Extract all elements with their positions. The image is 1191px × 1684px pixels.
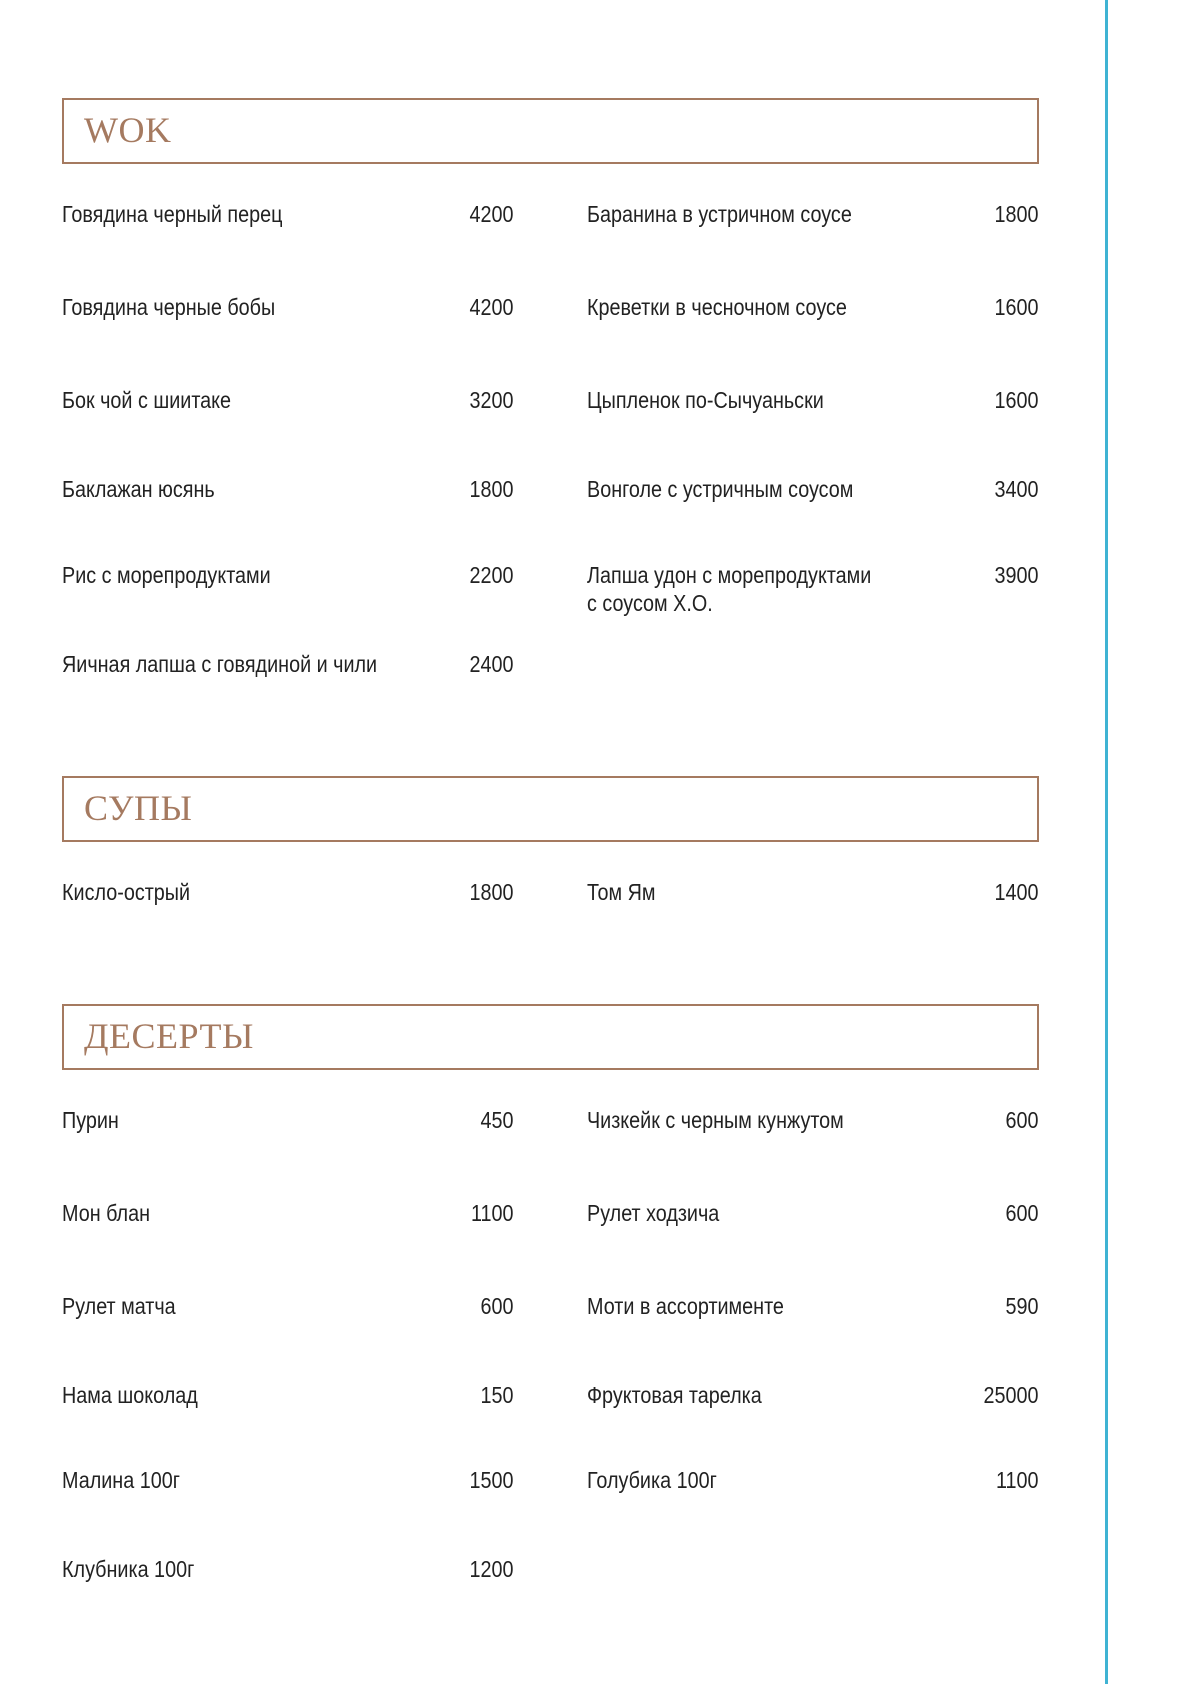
- menu-item: [587, 1199, 1039, 1227]
- item-name: Моти в ассортименте: [587, 1293, 784, 1319]
- section-header-wok: [62, 98, 1039, 164]
- item-price: 3900: [994, 562, 1039, 588]
- item-price: 1400: [994, 879, 1039, 905]
- menu-item: [587, 878, 1039, 906]
- item-name: Баклажан юсянь: [62, 476, 215, 502]
- item-name: Бок чой с шиитаке: [62, 387, 232, 413]
- item-name: Рулет ходзича: [587, 1200, 720, 1226]
- item-price: 150: [480, 1382, 514, 1408]
- item-name: Кисло-острый: [62, 879, 191, 905]
- item-price: 4200: [469, 201, 514, 227]
- menu-item: [587, 561, 1039, 617]
- item-name: Говядина черный перец: [62, 201, 283, 227]
- item-price: 1800: [994, 201, 1039, 227]
- item-name: Том Ям: [587, 879, 656, 905]
- item-price: 600: [1005, 1107, 1039, 1133]
- item-name: Рис с морепродуктами: [62, 562, 271, 588]
- menu-item: [587, 293, 1039, 321]
- menu-item: [62, 475, 514, 503]
- section-title: СУПЫ: [84, 788, 193, 829]
- menu-item: [62, 1292, 514, 1320]
- menu-item: [62, 1555, 514, 1583]
- item-price: 3400: [994, 476, 1039, 502]
- item-name: Нама шоколад: [62, 1382, 198, 1408]
- item-price: 1800: [469, 476, 514, 502]
- item-price: 1600: [994, 387, 1039, 413]
- item-name: Яичная лапша с говядиной и чили: [62, 651, 378, 677]
- menu-item: [62, 1199, 514, 1227]
- menu-item: [62, 293, 514, 321]
- item-price: 3200: [469, 387, 514, 413]
- item-name: Пурин: [62, 1107, 119, 1133]
- menu-item: [587, 200, 1039, 228]
- item-price: 1600: [994, 294, 1039, 320]
- menu-item: [587, 475, 1039, 503]
- section-header-soups: [62, 776, 1039, 842]
- item-name: Говядина черные бобы: [62, 294, 276, 320]
- item-name: Рулет матча: [62, 1293, 176, 1319]
- item-name: Лапша удон с морепродуктами с соусом Х.О.: [587, 562, 872, 616]
- item-name: Чизкейк с черным кунжутом: [587, 1107, 844, 1133]
- item-price: 4200: [469, 294, 514, 320]
- item-price: 1800: [469, 879, 514, 905]
- item-name: Вонголе с устричным соусом: [587, 476, 854, 502]
- menu-item: [62, 561, 514, 589]
- item-name: Голубика 100г: [587, 1467, 717, 1493]
- item-name: Баранина в устричном соусе: [587, 201, 852, 227]
- item-price: 1500: [469, 1467, 514, 1493]
- menu-item: [62, 1381, 514, 1409]
- menu-item: [62, 386, 514, 414]
- section-header-desserts: [62, 1004, 1039, 1070]
- item-price: 590: [1005, 1293, 1039, 1319]
- menu-item: [62, 1466, 514, 1494]
- item-price: 450: [480, 1107, 514, 1133]
- menu-item: [587, 1381, 1039, 1409]
- item-price: 1200: [469, 1556, 514, 1582]
- item-price: 25000: [983, 1382, 1039, 1408]
- item-name: Цыпленок по-Сычуаньски: [587, 387, 824, 413]
- menu-item: [587, 1292, 1039, 1320]
- section-title: ДЕСЕРТЫ: [84, 1016, 254, 1057]
- item-name: Фруктовая тарелка: [587, 1382, 762, 1408]
- page-edge-line: [1105, 0, 1108, 1684]
- item-price: 600: [480, 1293, 514, 1319]
- item-price: 1100: [995, 1467, 1039, 1493]
- item-price: 600: [1005, 1200, 1039, 1226]
- menu-item: [587, 1466, 1039, 1494]
- item-name: Мон блан: [62, 1200, 151, 1226]
- menu-item: [62, 878, 514, 906]
- menu-item: [587, 1106, 1039, 1134]
- item-name: Креветки в чесночном соусе: [587, 294, 847, 320]
- item-price: 1100: [470, 1200, 514, 1226]
- section-title: WOK: [84, 110, 172, 151]
- menu-item: [62, 650, 514, 678]
- menu-item: [62, 200, 514, 228]
- item-name: Малина 100г: [62, 1467, 180, 1493]
- menu-item: [62, 1106, 514, 1134]
- item-price: 2200: [469, 562, 514, 588]
- item-name: Клубника 100г: [62, 1556, 195, 1582]
- item-price: 2400: [469, 651, 514, 677]
- menu-item: [587, 386, 1039, 414]
